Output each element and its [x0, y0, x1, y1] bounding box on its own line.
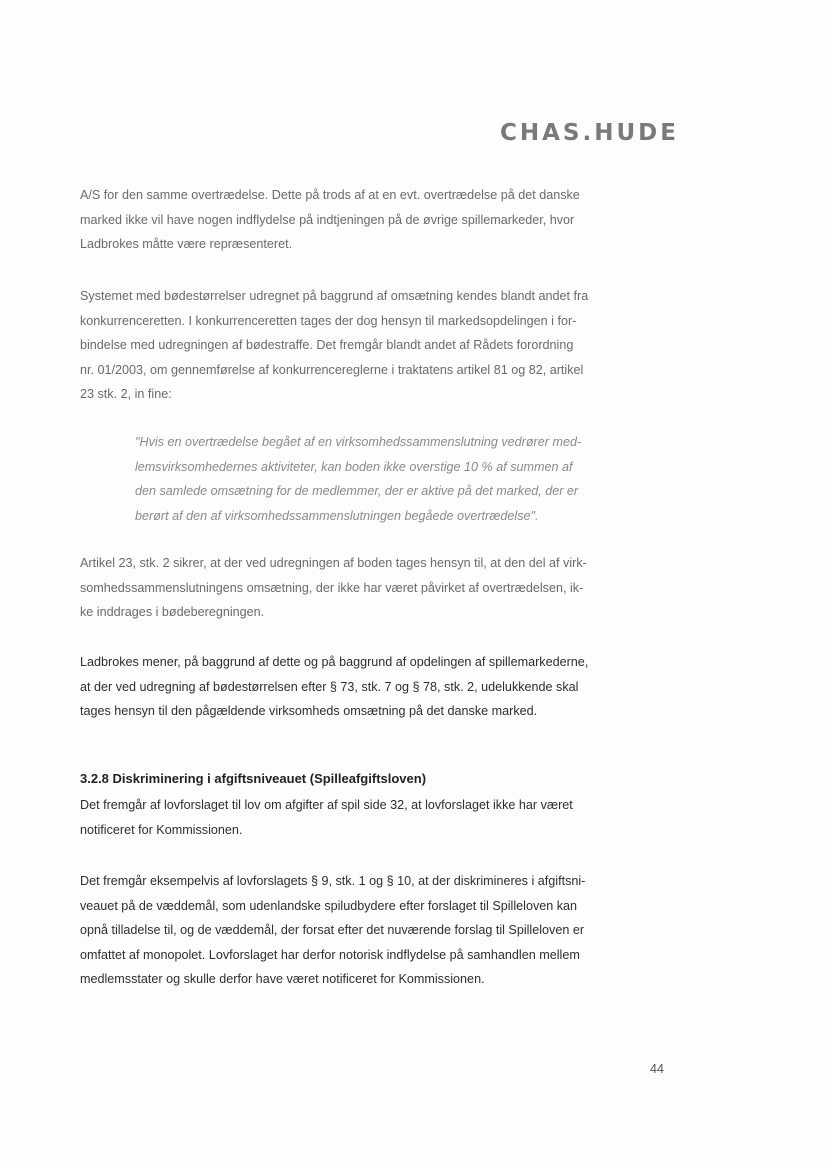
quote-line: den samlede omsætning for de medlemmer, der er aktive på det marked, der er: [135, 484, 579, 498]
chas-hude-logo: CHAS.HUDE: [500, 120, 679, 146]
paragraph-1: [80, 183, 680, 257]
text-line: Det fremgår af lovforslaget til lov om afgifter af spil side 32, at lovforslaget ikke har været: [80, 798, 573, 812]
text-line: nr. 01/2003, om gennemførelse af konkurrencereglerne i traktatens artikel 81 og 82, artikel: [80, 362, 584, 377]
text-line: Artikel 23, stk. 2 sikrer, at der ved udregningen af boden tages hensyn til, at den del af virk-: [80, 556, 587, 570]
text-line: Ladbrokes måtte være repræsenteret.: [80, 237, 293, 251]
text-line: Systemet med bødestørrelser udregnet på baggrund af omsætning kendes blandt andet fra: [80, 289, 589, 303]
quote-line: berørt af den af virksomhedssammenslutningen begåede overtrædelse".: [135, 508, 539, 523]
text-line: somhedssammenslutningens omsætning, der ikke har været påvirket af overtrædelsen, ik-: [80, 580, 584, 595]
paragraph-4: [80, 650, 680, 724]
quote-line: "Hvis en overtrædelse begået af en virksomhedssammenslutning vedrører med-: [135, 435, 582, 449]
paragraph-3: [80, 551, 680, 625]
quote-line: lemsvirksomhedernes aktiviteter, kan boden ikke overstige 10 % af summen af: [135, 459, 573, 474]
text-line: opnå tilladelse til, og de væddemål, der forsat efter det nuværende forslag til Spilleloven er: [80, 923, 585, 937]
paragraph-2: [80, 284, 680, 407]
text-line: medlemsstater og skulle derfor have været notificeret for Kommissionen.: [80, 972, 485, 986]
text-line: notificeret for Kommissionen.: [80, 822, 243, 837]
paragraph-6: [80, 869, 680, 992]
text-line: omfattet af monopolet. Lovforslaget har derfor notorisk indflydelse på samhandlen mellem: [80, 947, 580, 962]
text-line: A/S for den samme overtrædelse. Dette på trods af at en evt. overtrædelse på det danske: [80, 188, 580, 202]
text-line: konkurrenceretten. I konkurrenceretten tages der dog hensyn til markedsopdelingen i for-: [80, 313, 577, 328]
paragraph-5: [80, 793, 680, 842]
text-line: bindelse med udregningen af bødestraffe. Det fremgår blandt andet af Rådets forordning: [80, 338, 574, 352]
section-heading: 3.2.8 Diskriminering i afgiftsniveauet (Spilleafgiftsloven): [80, 771, 427, 786]
text-line: Det fremgår eksempelvis af lovforslagets § 9, stk. 1 og § 10, at der diskrimineres i afgiftsni-: [80, 874, 586, 888]
text-line: 23 stk. 2, in fine:: [80, 387, 172, 401]
text-line: marked ikke vil have nogen indflydelse på indtjeningen på de øvrige spillemarkeder, hvor: [80, 212, 575, 227]
text-line: at der ved udregning af bødestørrelsen efter § 73, stk. 7 og § 78, stk. 2, udelukkende skal: [80, 679, 579, 694]
text-line: tages hensyn til den pågældende virksomheds omsætning på det danske marked.: [80, 704, 538, 718]
text-line: veauet på de væddemål, som udenlandske spiludbydere efter forslaget til Spilleloven kan: [80, 898, 578, 913]
quote-block: [135, 430, 670, 528]
page-number: 44: [650, 1062, 664, 1076]
text-line: ke inddrages i bødeberegningen.: [80, 605, 265, 619]
text-line: Ladbrokes mener, på baggrund af dette og på baggrund af opdelingen af spillemarkederne,: [80, 655, 589, 669]
